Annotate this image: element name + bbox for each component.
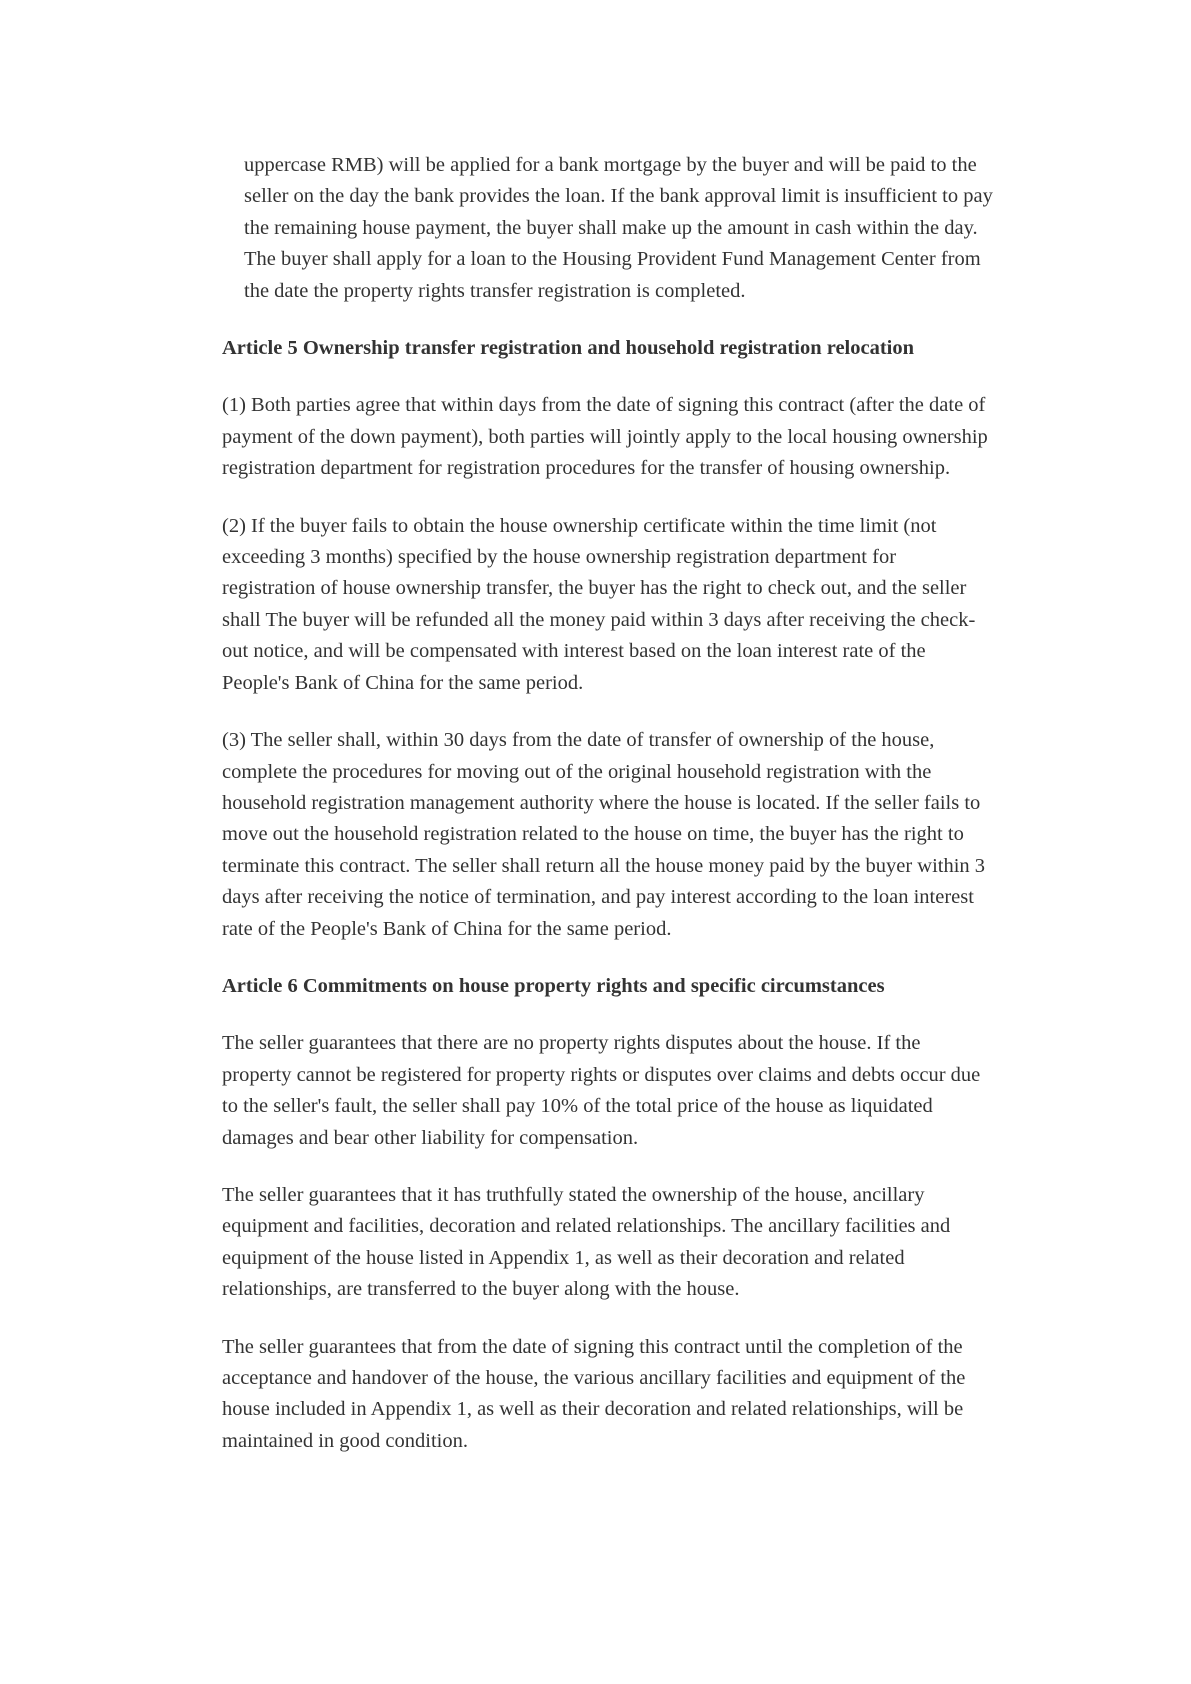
text-line: (1) Both parties agree that within days from the date of signing this contract (after the date of — [222, 394, 986, 417]
article-5-heading: Article 5 Ownership transfer registration and household registration relocation — [222, 337, 915, 360]
text-line: maintained in good condition. — [222, 1429, 468, 1452]
text-line: (2) If the buyer fails to obtain the house ownership certificate within the time limit (not — [222, 514, 937, 537]
text-line: equipment and facilities, decoration and related relationships. The ancillary facilities and — [222, 1215, 951, 1238]
text-line: The seller guarantees that it has truthfully stated the ownership of the house, ancillary — [222, 1183, 925, 1206]
text-line: payment of the down payment), both parties will jointly apply to the local housing ownership — [222, 425, 988, 448]
text-line: The buyer shall apply for a loan to the Housing Provident Fund Management Center from — [244, 248, 981, 271]
document-body — [222, 150, 1022, 1483]
text-line: registration of house ownership transfer, the buyer has the right to check out, and the seller — [222, 577, 967, 600]
text-line: (3) The seller shall, within 30 days from the date of transfer of ownership of the house, — [222, 729, 935, 752]
text-line: rate of the People's Bank of China for the same period. — [222, 917, 672, 940]
text-line: seller on the day the bank provides the loan. If the bank approval limit is insufficient to pay — [244, 185, 993, 208]
text-line: move out the household registration related to the house on time, the buyer has the right to — [222, 823, 964, 846]
text-line: the remaining house payment, the buyer shall make up the amount in cash within the day. — [244, 216, 978, 239]
text-line: property cannot be registered for property rights or disputes over claims and debts occur due — [222, 1063, 981, 1086]
text-line: shall The buyer will be refunded all the money paid within 3 days after receiving the check- — [222, 608, 976, 631]
text-line: acceptance and handover of the house, the various ancillary facilities and equipment of the — [222, 1367, 966, 1389]
text-line: damages and bear other liability for compensation. — [222, 1126, 639, 1149]
text-line: registration department for registration procedures for the transfer of housing ownership. — [222, 457, 951, 480]
text-line: out notice, and will be compensated with interest based on the loan interest rate of the — [222, 640, 926, 663]
text-line: the date the property rights transfer registration is completed. — [244, 279, 746, 302]
paragraph-continuation — [244, 150, 1024, 307]
text-line: terminate this contract. The seller shall return all the house money paid by the buyer within 3 — [222, 854, 986, 877]
text-line: uppercase RMB) will be applied for a bank mortgage by the buyer and will be paid to the — [244, 154, 977, 176]
article-6-heading: Article 6 Commitments on house property rights and specific circumstances — [222, 974, 885, 997]
text-line: house included in Appendix 1, as well as their decoration and related relationships, will be — [222, 1398, 964, 1421]
text-line: The seller guarantees that from the date of signing this contract until the completion of the — [222, 1335, 963, 1358]
text-line: days after receiving the notice of termination, and pay interest according to the loan interest — [222, 886, 974, 909]
article-5-paragraph-3 — [222, 725, 1022, 945]
text-line: equipment of the house listed in Appendix 1, as well as their decoration and related — [222, 1246, 905, 1269]
text-line: to the seller's fault, the seller shall pay 10% of the total price of the house as liquidated — [222, 1095, 933, 1118]
article-6-paragraph-2 — [222, 1180, 1022, 1306]
text-line: household registration management authority where the house is located. If the seller fails to — [222, 791, 981, 814]
article-5-paragraph-2 — [222, 511, 1022, 699]
article-5-paragraph-1 — [222, 390, 1022, 484]
article-6-paragraph-1 — [222, 1028, 1022, 1154]
text-line: exceeding 3 months) specified by the house ownership registration department for — [222, 546, 897, 569]
text-line: relationships, are transferred to the buyer along with the house. — [222, 1278, 740, 1301]
article-6-paragraph-3 — [222, 1332, 1022, 1458]
text-line: complete the procedures for moving out of the original household registration with the — [222, 760, 932, 783]
text-line: The seller guarantees that there are no property rights disputes about the house. If the — [222, 1032, 921, 1055]
text-line: People's Bank of China for the same period. — [222, 671, 584, 694]
